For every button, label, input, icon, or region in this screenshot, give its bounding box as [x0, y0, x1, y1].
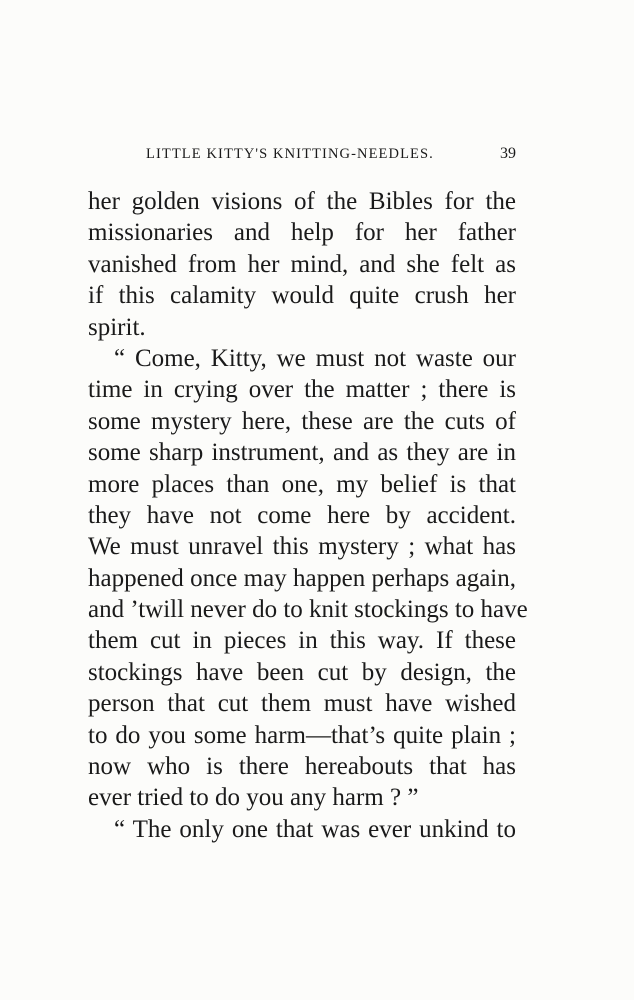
body-text: [88, 186, 528, 845]
text-line: and ’twill never do to knit stockings to have: [88, 596, 528, 624]
page-number: 39: [500, 145, 516, 162]
text-line: some sharp instrument, and as they are in: [88, 439, 516, 467]
text-line: some mystery here, these are the cuts of: [88, 407, 516, 435]
text-line: if this calamity would quite crush her: [88, 282, 516, 310]
text-line: to do you some harm—that’s quite plain ;: [88, 721, 516, 749]
text-line: they have not come here by accident.: [88, 501, 516, 529]
text-line: stockings have been cut by design, the: [88, 658, 516, 686]
text-line: her golden visions of the Bibles for the: [88, 188, 516, 215]
running-head: [88, 146, 516, 170]
text-line: “ Come, Kitty, we must not waste our: [114, 344, 516, 372]
text-line: person that cut them must have wished: [88, 690, 516, 718]
text-line: now who is there hereabouts that has: [88, 753, 516, 781]
text-line: vanished from her mind, and she felt as: [88, 250, 516, 278]
text-line: more places than one, my belief is that: [88, 470, 516, 498]
text-line: happened once may happen perhaps again,: [88, 564, 516, 592]
text-line: ever tried to do you any harm ? ”: [88, 784, 419, 812]
running-title: LITTLE KITTY'S KNITTING-NEEDLES.: [146, 146, 434, 162]
text-line: “ The only one that was ever unkind to: [114, 815, 516, 843]
text-line: them cut in pieces in this way. If these: [88, 627, 516, 655]
text-line: missionaries and help for her father: [88, 219, 516, 247]
text-line: spirit.: [88, 313, 146, 341]
text-line: time in crying over the matter ; there is: [88, 376, 516, 404]
text-line: We must unravel this mystery ; what has: [88, 533, 516, 561]
